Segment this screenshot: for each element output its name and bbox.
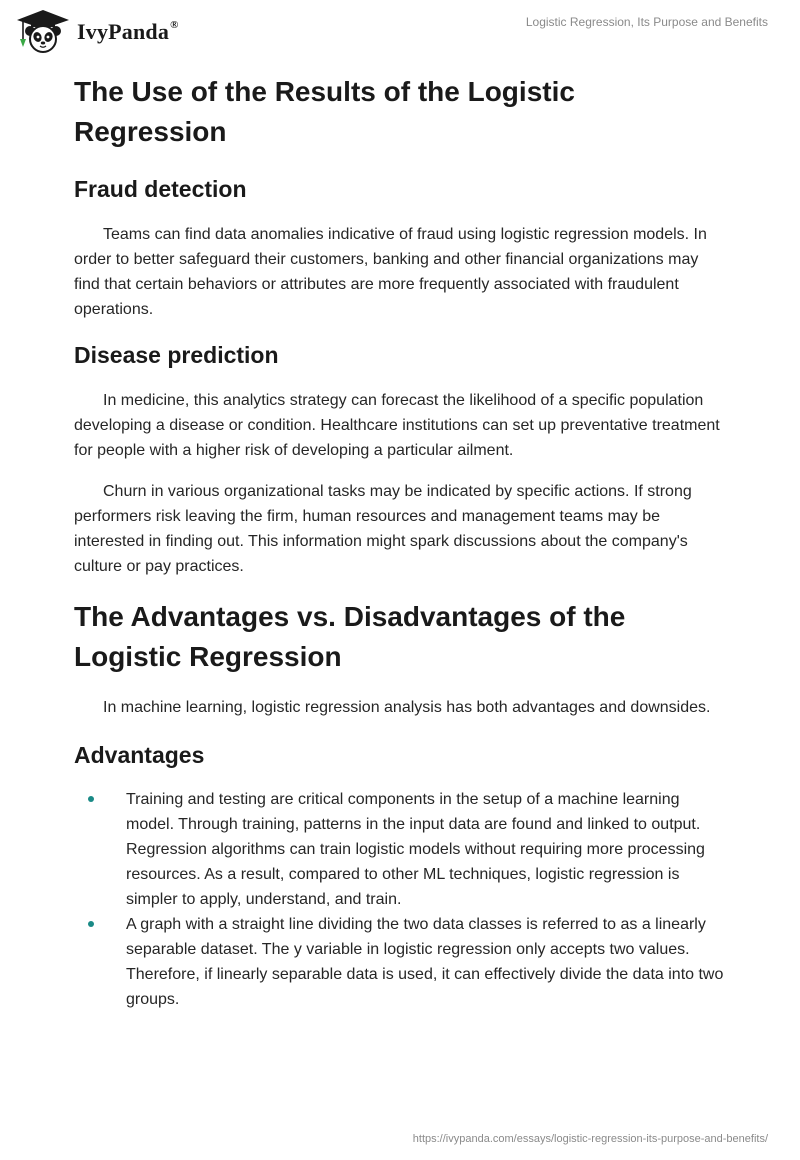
panda-graduate-icon xyxy=(15,9,71,53)
subheading-advantages: Advantages xyxy=(74,742,205,768)
registered-mark: ® xyxy=(170,18,179,31)
section-heading-results: The Use of the Results of the Logistic Regression xyxy=(74,76,575,147)
list-item xyxy=(74,787,724,912)
bullet-icon xyxy=(88,796,94,802)
ivypanda-logo[interactable] xyxy=(15,9,179,53)
paragraph-intro: In machine learning, logistic regression analysis has both advantages and downsides. xyxy=(103,699,711,716)
list-item-text: A graph with a straight line dividing the two data classes is referred to as a linearly separable dataset. The y variable in logistic regression only accepts two values. Therefore, if linearly separable data is used, it can effectively divide the data into two groups. xyxy=(126,916,724,1008)
paragraph-churn: Churn in various organizational tasks may be indicated by specific actions. If strong performers risk leaving the firm, human resources and management teams may be interested in finding out. This information might spark discussions about the company's culture or pay practices. xyxy=(74,483,692,575)
brand-name: IvyPanda® xyxy=(77,18,179,44)
list-item-text: Training and testing are critical components in the setup of a machine learning model. Through training, patterns in the input data are found and linked to output. Regression algorithms can train logistic models without requiring more processing resources. As a result, compared to other ML techniques, logistic regression is simpler to apply, understand, and train. xyxy=(126,791,705,908)
section-heading-advantages-vs-disadvantages: The Advantages vs. Disadvantages of the Logistic Regression xyxy=(74,601,626,672)
paragraph-fraud-detection: Teams can find data anomalies indicative of fraud using logistic regression models. In order to better safeguard their customers, banking and other financial organizations may find that certain behaviors or attributes are more frequently associated with fraudulent operations. xyxy=(74,226,707,318)
document-title: Logistic Regression, Its Purpose and Benefits xyxy=(525,15,768,29)
list-item xyxy=(74,912,724,1012)
subheading-fraud-detection: Fraud detection xyxy=(74,176,247,202)
subheading-disease-prediction: Disease prediction xyxy=(74,342,279,368)
bullet-icon xyxy=(88,921,94,927)
essay-content xyxy=(74,72,724,1012)
page-header xyxy=(0,0,800,66)
paragraph-disease-prediction: In medicine, this analytics strategy can forecast the likelihood of a specific population developing a disease or condition. Healthcare institutions can set up preventative treatment for people with a higher risk of developing a particular ailment. xyxy=(74,392,720,459)
source-url-link[interactable]: https://ivypanda.com/essays/logistic-regression-its-purpose-and-benefits/ xyxy=(412,1133,768,1145)
advantages-list xyxy=(74,787,724,1012)
